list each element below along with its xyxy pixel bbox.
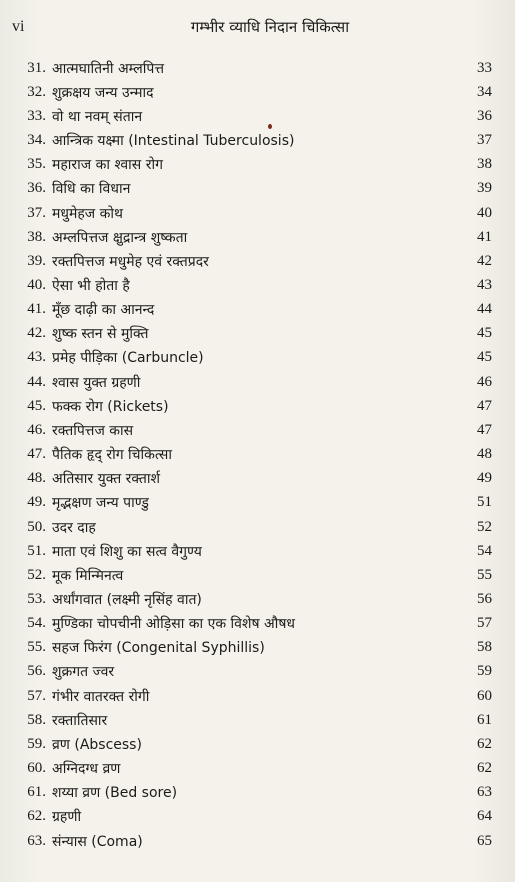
toc-entry-number: 44.	[27, 373, 46, 390]
toc-entry-number: 53.	[27, 591, 46, 608]
toc-entry-page: 55	[477, 566, 492, 583]
toc-entry-title: शुष्क स्तन से मुक्ति	[52, 326, 149, 343]
toc-entry-page: 51	[477, 494, 492, 511]
toc-entry-title: पैतिक हृद् रोग चिकित्सा	[52, 447, 173, 464]
toc-entry-title: अतिसार युक्त रक्तार्श	[52, 471, 160, 488]
toc-entry-page: 63	[477, 784, 492, 801]
toc-entry-page: 65	[477, 832, 492, 849]
running-title: गम्भीर व्याधि निदान चिकित्सा	[190, 18, 350, 36]
toc-entry	[16, 346, 492, 370]
toc-entry-number: 35.	[27, 156, 46, 173]
toc-entry-page: 48	[477, 446, 492, 463]
toc-entry-number: 45.	[27, 397, 46, 414]
toc-entry	[16, 636, 492, 660]
toc-entry-page: 38	[477, 156, 492, 173]
toc-entry-page: 62	[477, 735, 492, 752]
toc-entry-title: सहज फिरंग (Congenital Syphillis)	[52, 640, 265, 657]
toc-entry	[16, 370, 492, 394]
toc-entry-page: 41	[477, 228, 492, 245]
toc-entry-title: शुक्रगत ज्वर	[52, 664, 115, 681]
toc-entry	[16, 805, 492, 829]
toc-entry-page: 54	[477, 542, 492, 559]
toc-entry-page: 64	[477, 808, 492, 825]
toc-entry-title: प्रमेह पीड़िका (Carbuncle)	[52, 350, 204, 367]
toc-entry	[16, 612, 492, 636]
toc-entry-number: 63.	[27, 832, 46, 849]
toc-entry-number: 56.	[27, 663, 46, 680]
toc-entry	[16, 443, 492, 467]
toc-entry	[16, 563, 492, 587]
toc-entry-number: 43.	[27, 349, 46, 366]
toc-entry-title: मृद्भक्षण जन्य पाण्डु	[52, 495, 149, 512]
toc-entry-page: 33	[477, 59, 492, 76]
toc-entry	[16, 757, 492, 781]
toc-entry-title: ऐसा भी होता है	[52, 277, 130, 294]
toc-entry-number: 31.	[27, 59, 46, 76]
toc-entry-number: 61.	[27, 784, 46, 801]
toc-entry-title: मूक मिन्मिनत्व	[52, 567, 124, 584]
toc-entry	[16, 249, 492, 273]
toc-entry	[16, 273, 492, 297]
toc-entry-title: आन्त्रिक यक्ष्मा (Intestinal Tuberculosis)	[52, 133, 295, 150]
toc-entry	[16, 781, 492, 805]
toc-entry-number: 40.	[27, 276, 46, 293]
toc-entry-number: 59.	[27, 735, 46, 752]
toc-entry-page: 43	[477, 276, 492, 293]
toc-entry-page: 34	[477, 83, 492, 100]
toc-entry-number: 39.	[27, 252, 46, 269]
toc-entry	[16, 153, 492, 177]
toc-entry-number: 49.	[27, 494, 46, 511]
toc-entry-number: 47.	[27, 446, 46, 463]
toc-entry	[16, 128, 492, 152]
toc-entry-title: गंभीर वातरक्त रोगी	[52, 688, 150, 705]
toc-entry-page: 59	[477, 663, 492, 680]
toc-entry-page: 40	[477, 204, 492, 221]
toc-entry-number: 58.	[27, 711, 46, 728]
toc-entry	[16, 201, 492, 225]
toc-entry-title: फक्क रोग (Rickets)	[52, 398, 169, 415]
page-number: vi	[12, 18, 25, 35]
toc-entry-number: 34.	[27, 132, 46, 149]
toc-entry-number: 55.	[27, 639, 46, 656]
toc-entry-title: आत्मघातिनी अम्लपित्त	[52, 60, 165, 77]
toc-entry-title: मधुमेहज कोथ	[52, 205, 123, 222]
page-header	[0, 0, 515, 48]
toc-entry-page: 45	[477, 349, 492, 366]
toc-entry	[16, 587, 492, 611]
toc-entry-page: 36	[477, 107, 492, 124]
toc-entry	[16, 80, 492, 104]
toc-entry	[16, 829, 492, 853]
toc-entry-title: अम्लपित्तज क्षुद्रान्त्र शुष्कता	[52, 229, 188, 246]
toc-entry-number: 46.	[27, 421, 46, 438]
toc-entry-page: 44	[477, 301, 492, 318]
toc-entry-title: संन्यास (Coma)	[52, 833, 143, 850]
toc-entry	[16, 539, 492, 563]
toc-entry-page: 56	[477, 591, 492, 608]
toc-entry-title: ग्रहणी	[52, 809, 82, 826]
toc-entry-number: 37.	[27, 204, 46, 221]
toc-entry-title: रक्तपित्तज कास	[52, 422, 134, 439]
toc-entry-number: 57.	[27, 687, 46, 704]
toc-entry-page: 62	[477, 760, 492, 777]
toc-entry-number: 54.	[27, 615, 46, 632]
toc-entry	[16, 491, 492, 515]
toc-entry-number: 48.	[27, 470, 46, 487]
toc-entry-page: 49	[477, 470, 492, 487]
table-of-contents	[16, 56, 492, 860]
toc-entry	[16, 298, 492, 322]
toc-entry	[16, 394, 492, 418]
toc-entry-title: विधि का विधान	[52, 181, 131, 198]
toc-entry-title: शुक्रक्षय जन्य उन्माद	[52, 84, 154, 101]
toc-entry-number: 51.	[27, 542, 46, 559]
toc-entry-number: 33.	[27, 107, 46, 124]
toc-entry-title: मुण्डिका चोपचीनी ओड़िसा का एक विशेष औषध	[52, 616, 296, 633]
toc-entry-number: 32.	[27, 83, 46, 100]
toc-entry	[16, 515, 492, 539]
toc-entry-page: 60	[477, 687, 492, 704]
toc-entry	[16, 684, 492, 708]
toc-entry-page: 37	[477, 132, 492, 149]
toc-entry-number: 41.	[27, 301, 46, 318]
toc-entry-title: व्रण (Abscess)	[52, 736, 142, 753]
toc-entry	[16, 225, 492, 249]
toc-entry-number: 52.	[27, 566, 46, 583]
toc-entry-title: वो था नवम् संतान	[52, 108, 143, 125]
toc-entry	[16, 418, 492, 442]
toc-entry-number: 62.	[27, 808, 46, 825]
toc-entry	[16, 467, 492, 491]
toc-entry	[16, 322, 492, 346]
toc-entry-title: रक्तपित्तज मधुमेह एवं रक्तप्रदर	[52, 253, 209, 270]
toc-entry-title: रक्तातिसार	[52, 712, 108, 729]
toc-entry	[16, 104, 492, 128]
toc-entry-page: 39	[477, 180, 492, 197]
toc-entry	[16, 56, 492, 80]
toc-entry-number: 50.	[27, 518, 46, 535]
toc-entry	[16, 708, 492, 732]
toc-entry-title: श्वास युक्त ग्रहणी	[52, 374, 141, 391]
toc-entry-page: 46	[477, 373, 492, 390]
toc-entry-page: 61	[477, 711, 492, 728]
toc-entry-title: अग्निदग्ध व्रण	[52, 761, 121, 778]
toc-entry-title: मूँछ दाढ़ी का आनन्द	[52, 302, 155, 319]
toc-entry-page: 42	[477, 252, 492, 269]
toc-entry-title: महाराज का श्वास रोग	[52, 157, 163, 174]
toc-entry-number: 36.	[27, 180, 46, 197]
toc-entry-number: 60.	[27, 760, 46, 777]
toc-entry	[16, 660, 492, 684]
toc-entry-number: 38.	[27, 228, 46, 245]
toc-entry-title: माता एवं शिशु का सत्व वैगुण्य	[52, 543, 202, 560]
toc-entry-title: शय्या व्रण (Bed sore)	[52, 785, 178, 802]
toc-entry-number: 42.	[27, 325, 46, 342]
toc-entry-page: 47	[477, 397, 492, 414]
toc-entry	[16, 732, 492, 756]
toc-entry-page: 45	[477, 325, 492, 342]
toc-entry-page: 58	[477, 639, 492, 656]
toc-entry-title: अर्धांगवात (लक्ष्मी नृसिंह वात)	[52, 592, 202, 609]
toc-entry-page: 52	[477, 518, 492, 535]
toc-entry	[16, 177, 492, 201]
toc-entry-page: 47	[477, 421, 492, 438]
toc-entry-page: 57	[477, 615, 492, 632]
toc-entry-title: उदर दाह	[52, 519, 96, 536]
